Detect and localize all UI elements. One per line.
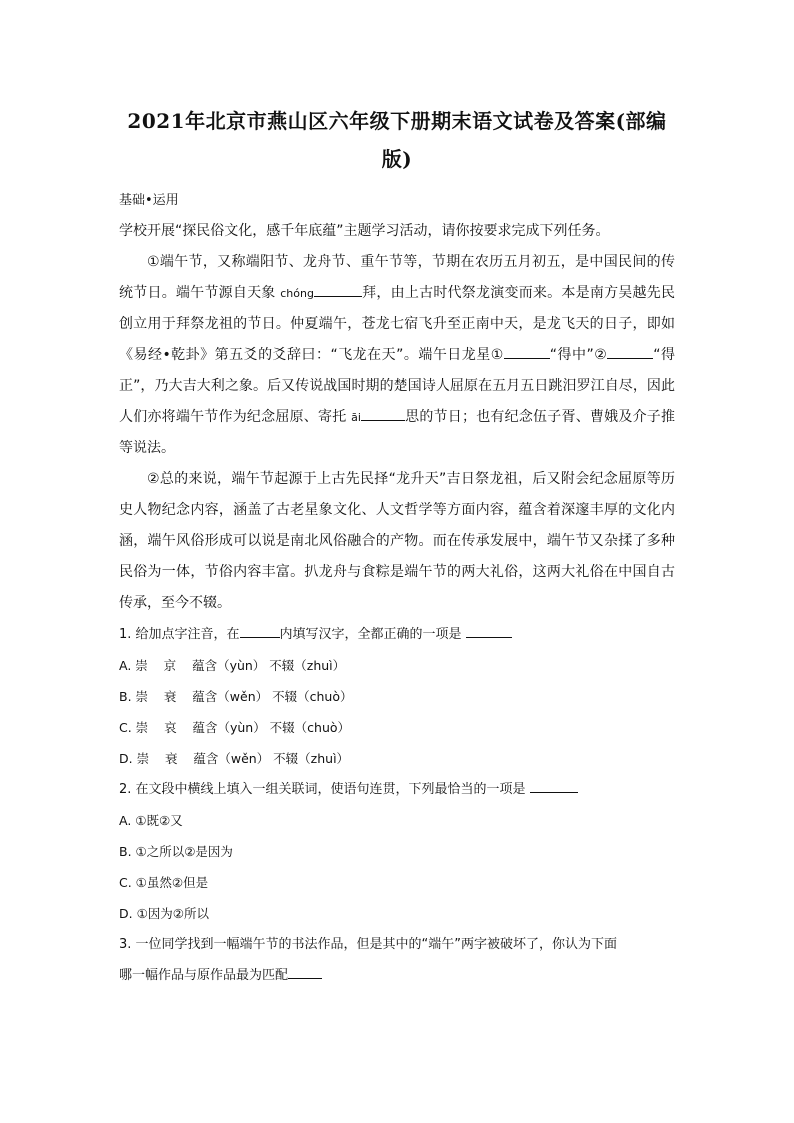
q2-option-c: C. ①虽然②但是 [119,875,209,890]
q2-option-a: A. ①既②又 [119,813,183,828]
q2-text: 2. 在文段中横线上填入一组关联词，使语句连贯，下列最恰当的一项是 [119,782,530,797]
question-2 [119,774,675,805]
fill-blank [361,406,405,421]
q1-option-b: B. 崇 衰 蕴含（wěn） 不辍（chuò） [119,689,353,704]
pinyin-chong: chóng [280,287,314,300]
fill-blank-2 [607,344,653,359]
q3-line-2: 哪一幅作品与原作品最为匹配 [119,968,289,983]
para1-part-b: 拜，由上古时代祭龙演变而来。本是南方吴越先民创立用于拜祭龙祖的节日。仲夏端午，苍龙七宿飞升至正南中天，是龙飞天的日子，即如《易经•乾卦》第五爻的爻辞曰：“飞龙在天”。端午日龙星① [119,285,676,363]
document-content [119,102,675,991]
para1-part-e: 思的节日；也有纪念伍子胥、曹娥及介子推等说法。 [119,409,675,456]
answer-blank [466,623,512,638]
q1-part-b: 内填写汉字，全都正确的一项是 [279,627,466,642]
para1-part-c: “得中”② [549,347,608,363]
title-line-2: 版) [381,147,413,171]
intro-text: 学校开展“探民俗文化，感千年底蕴”主题学习活动，请你按要求完成下列任务。 [119,223,610,239]
fill-blank-1 [504,344,550,359]
question-1 [119,619,675,650]
answer-blank [530,778,578,793]
para1-part-a: ①端午节，又称端阳节、龙舟节、重午节等，节期在农历五月初五，是中国民间的传统节日。端午节源自天象 [119,254,675,301]
q2-option-d: D. ①因为②所以 [119,906,209,921]
pinyin-ai: āi [351,411,361,424]
q1-option-d: D. 崇 衰 蕴含（wěn） 不辍（zhuì） [119,751,350,766]
q1-part-a: 1. 给加点字注音，在 [119,627,240,642]
fill-blank [240,623,280,638]
question-3 [119,929,675,991]
passage-paragraph-2: ②总的来说，端午节起源于上古先民择“龙升天”吉日祭龙祖，后又附会纪念屈原等历史人物纪念内容，涵盖了古老星象文化、人文哲学等方面内容，蕴含着深邃丰厚的文化内涵，端午风俗形成可以说是南北风俗融合的产物。而在传承发展中，端午节又杂揉了多种民俗为一体，节俗内容丰富。扒龙舟与食粽是端午节的两大礼俗，这两大礼俗在中国自古传承，至今不辍。 [119,471,675,611]
para1-part-d: “得正”，乃大吉大利之象。后又传说战国时期的楚国诗人屈原在五月五日跳汨罗江自尽，因此人们亦将端午节作为纪念屈原、寄托 [119,347,675,425]
passage-paragraph-1 [119,247,675,464]
title-line-1: 2021年北京市燕山区六年级下册期末语文试卷及答案(部编 [127,109,667,133]
q1-option-a: A. 崇 京 蕴含（yùn） 不辍（zhuì） [119,658,346,673]
q3-line-1: 3. 一位同学找到一幅端午节的书法作品，但是其中的“端午”两字被破坏了，你认为下面 [119,937,618,952]
q2-option-b: B. ①之所以②是因为 [119,844,233,859]
fill-blank [314,282,362,297]
q1-option-c: C. 崇 哀 蕴含（yùn） 不辍（chuò） [119,720,351,735]
answer-blank [288,964,322,979]
section-label: 基础•运用 [119,193,179,208]
document-title [119,102,675,178]
